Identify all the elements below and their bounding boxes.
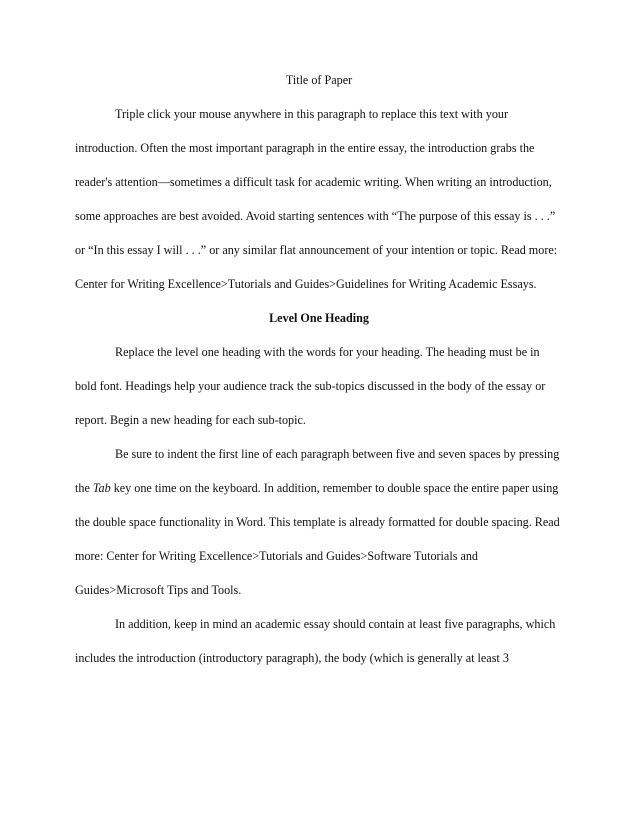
paper-title: Title of Paper: [285, 73, 353, 87]
document-body: [75, 63, 563, 675]
body-paragraph-headings: Replace the level one heading with the words for your heading. The heading must be in bold font. Headings help your audience track the sub-topics discussed in the body of the essay or report. Begin a new heading for each sub-topic.: [75, 345, 546, 427]
para3-text-start: Be sure to indent the first line of each paragraph between five and seven spaces by pressing the: [75, 447, 560, 495]
level-one-heading: Level One Heading: [269, 311, 369, 325]
body-paragraph-indent: [75, 437, 563, 607]
para3-text-end: key one time on the keyboard. In addition, remember to double space the entire paper using the double space functionality in Word. This template is already formatted for double spacing. Read more: Center for Writing Excellence>Tutorials and Guides>Software Tutorials and Guides>Microsoft Tips and Tools.: [75, 481, 560, 597]
tab-key-word: Tab: [92, 481, 111, 495]
intro-paragraph: Triple click your mouse anywhere in this paragraph to replace this text with your introduction. Often the most important paragraph in the entire essay, the introduction grabs the reader's attention—sometimes a difficult task for academic writing. When writing an introduction, some approaches are best avoided. Avoid starting sentences with “The purpose of this essay is . . .” or “In this essay I will . . .” or any similar flat announcement of your intention or topic. Read more: Center for Writing Excellence>Tutorials and Guides>Guidelines for Writing Academic Essays.: [75, 107, 558, 291]
body-paragraph-essay-length: In addition, keep in mind an academic essay should contain at least five paragraphs, which includes the introduction (introductory paragraph), the body (which is generally at least 3: [75, 617, 556, 665]
